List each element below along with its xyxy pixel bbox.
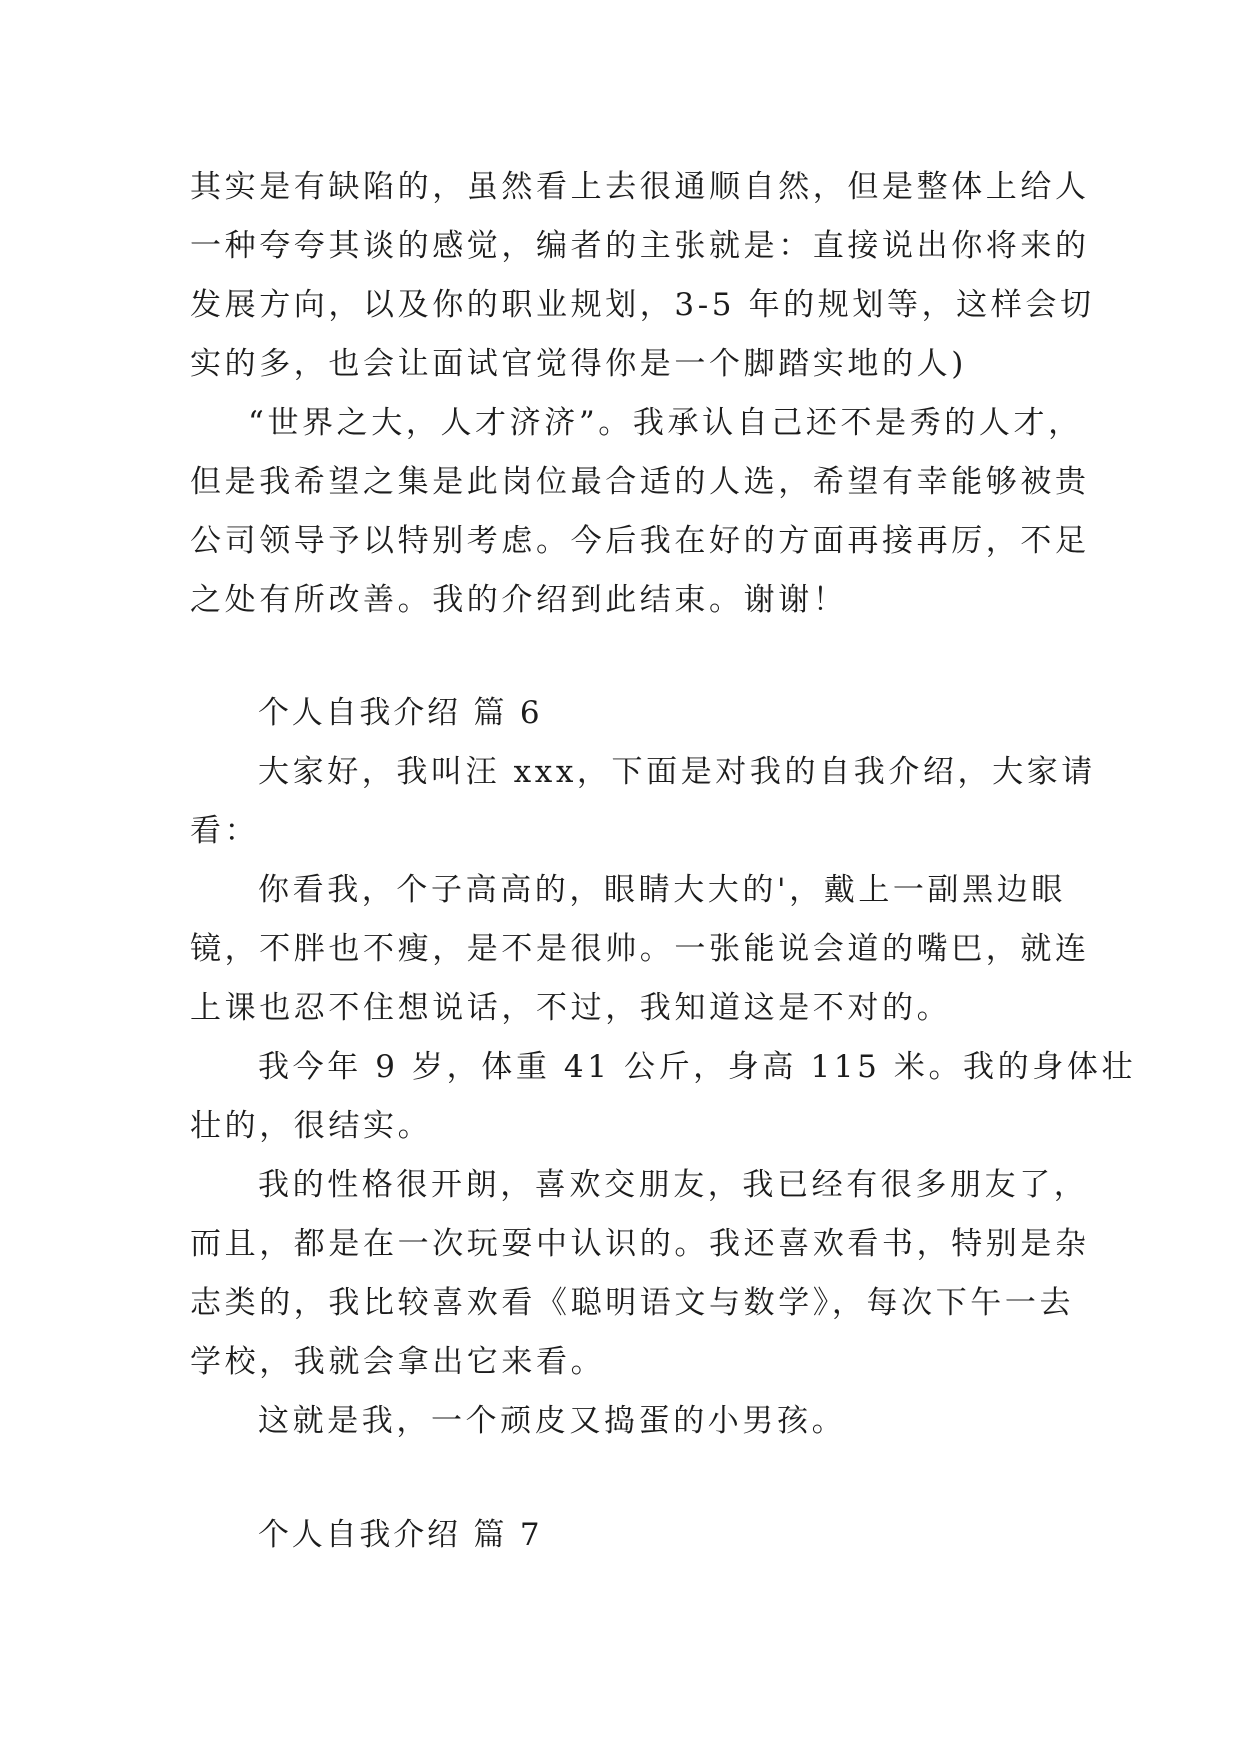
text-line: 但是我希望之集是此岗位最合适的人选，希望有幸能够被贵 (190, 464, 1090, 500)
text-line: 看： (190, 813, 260, 849)
text-line: 镜，不胖也不瘦，是不是很帅。一张能说会道的嘴巴，就连 (190, 931, 1090, 967)
text-line: “世界之大，人才济济”。我承认自己还不是秀的人才， (248, 405, 1083, 441)
text-line: 实的多，也会让面试官觉得你是一个脚踏实地的人) (190, 346, 967, 382)
text-line: 学校，我就会拿出它来看。 (190, 1344, 606, 1380)
text-line: 你看我，个子高高的，眼睛大大的'，戴上一副黑边眼 (258, 872, 1066, 908)
text-line: 而且，都是在一次玩耍中认识的。我还喜欢看书，特别是杂 (190, 1226, 1090, 1262)
text-line: 其实是有缺陷的，虽然看上去很通顺自然，但是整体上给人 (190, 169, 1090, 205)
text-line: 我今年 9 岁，体重 41 公斤，身高 115 米。我的身体壮 (258, 1049, 1137, 1085)
text-line: 我的性格很开朗，喜欢交朋友，我已经有很多朋友了， (258, 1167, 1089, 1203)
section-heading: 个人自我介绍 篇 6 (258, 695, 543, 731)
text-line: 发展方向，以及你的职业规划，3-5 年的规划等，这样会切 (190, 287, 1095, 323)
text-line: 壮的，很结实。 (190, 1108, 433, 1144)
text-line: 这就是我，一个顽皮又捣蛋的小男孩。 (258, 1403, 847, 1439)
text-line: 一种夸夸其谈的感觉，编者的主张就是：直接说出你将来的 (190, 228, 1090, 264)
text-line: 志类的，我比较喜欢看《聪明语文与数学》，每次下午一去 (190, 1285, 1075, 1321)
text-line: 之处有所改善。我的介绍到此结束。谢谢！ (190, 582, 848, 618)
text-line: 大家好，我叫汪 xxx，下面是对我的自我介绍，大家请 (258, 754, 1096, 790)
text-line: 公司领导予以特别考虑。今后我在好的方面再接再厉，不足 (190, 523, 1090, 559)
text-line: 上课也忍不住想说话，不过，我知道这是不对的。 (190, 990, 952, 1026)
section-heading: 个人自我介绍 篇 7 (258, 1517, 543, 1553)
